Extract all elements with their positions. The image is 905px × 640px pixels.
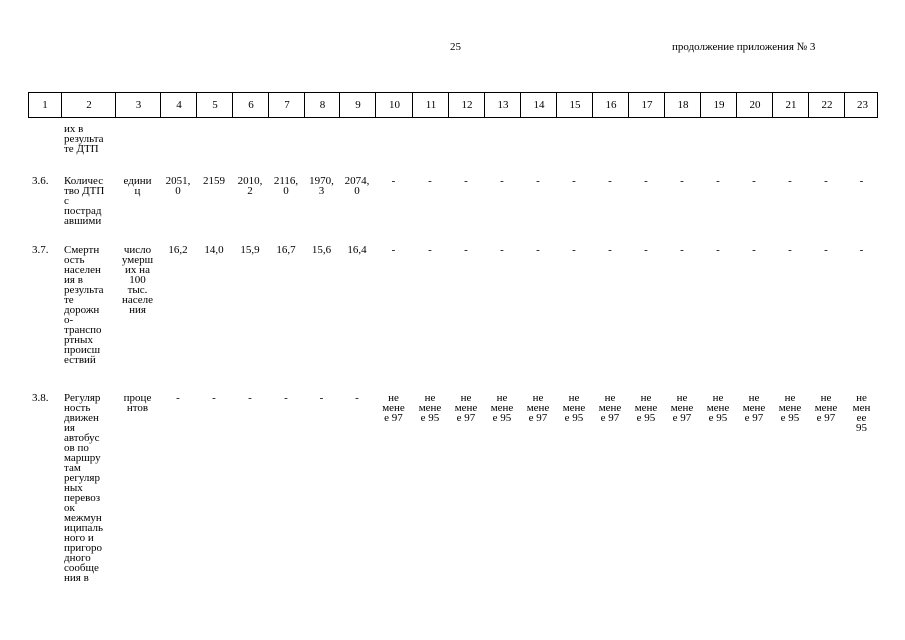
- header-col-14: 14: [520, 93, 557, 117]
- value-cell: -: [752, 175, 756, 187]
- header-col-20: 20: [736, 93, 773, 117]
- value-cell: не мене е 95: [706, 392, 730, 424]
- value-cell: -: [391, 175, 396, 187]
- value-cell: не мене е 95: [562, 392, 586, 424]
- value-cell: -: [464, 244, 468, 256]
- value-cell: не мене е 97: [670, 392, 694, 424]
- value-cell: -: [536, 175, 540, 187]
- value-cell: -: [284, 392, 288, 404]
- header-col-6: 6: [232, 93, 269, 117]
- value-cell: -: [788, 244, 792, 256]
- header-col-9: 9: [339, 93, 376, 117]
- value-cell: -: [788, 175, 792, 187]
- value-cell: -: [355, 392, 359, 404]
- value-cell: -: [752, 244, 756, 256]
- header-col-23: 23: [844, 93, 880, 117]
- unit-of-measure: проце нтов: [123, 392, 152, 414]
- header-col-16: 16: [592, 93, 629, 117]
- value-cell: 16,7: [276, 244, 296, 256]
- header-col-4: 4: [160, 93, 197, 117]
- value-cell: не мене е 97: [598, 392, 622, 424]
- value-cell: -: [824, 175, 828, 187]
- value-cell: -: [716, 244, 720, 256]
- value-cell: 2051, 0: [165, 175, 191, 197]
- value-cell: -: [500, 175, 504, 187]
- indicator-name: Смертн ость населен ия в результа те дорожн о- транспо ртных происш ествий: [64, 244, 104, 366]
- value-cell: -: [644, 175, 648, 187]
- table-header-row: [28, 92, 878, 118]
- value-cell: 15,6: [311, 244, 332, 256]
- header-col-5: 5: [196, 93, 233, 117]
- header-col-19: 19: [700, 93, 737, 117]
- value-cell: -: [608, 175, 612, 187]
- value-cell: -: [176, 392, 180, 404]
- header-col-22: 22: [808, 93, 845, 117]
- value-cell: 15,9: [240, 244, 260, 256]
- value-cell: -: [500, 244, 504, 256]
- value-cell: 16,4: [347, 244, 367, 256]
- value-cell: -: [428, 244, 432, 256]
- header-col-17: 17: [628, 93, 665, 117]
- value-cell: не мене е 95: [778, 392, 802, 424]
- value-cell: -: [572, 244, 576, 256]
- value-cell: 2010, 2: [237, 175, 263, 197]
- value-cell: -: [464, 175, 468, 187]
- header-col-18: 18: [664, 93, 701, 117]
- value-cell: -: [248, 392, 252, 404]
- indicator-name: их в результа те ДТП: [64, 123, 104, 155]
- value-cell: -: [824, 244, 828, 256]
- value-cell: -: [716, 175, 720, 187]
- header-col-15: 15: [556, 93, 593, 117]
- indicator-name: Регуляр ность движен ия автобус ов по маршру там регуляр ных перевоз ок межмун иципаль ного и пригоро дного сообще ния в: [64, 392, 104, 584]
- value-cell: -: [536, 244, 540, 256]
- indicator-name: Количес тво ДТП с пострад авшими: [64, 175, 105, 227]
- value-cell: -: [572, 175, 576, 187]
- value-cell: не мене е 95: [634, 392, 658, 424]
- row-number: 3.8.: [32, 392, 49, 404]
- value-cell: 2159: [203, 175, 225, 187]
- row-number: 3.7.: [32, 244, 49, 256]
- value-cell: -: [859, 244, 864, 256]
- value-cell: не мене е 97: [742, 392, 766, 424]
- header-col-21: 21: [772, 93, 809, 117]
- value-cell: не мен ее 95: [852, 392, 871, 434]
- header-col-8: 8: [304, 93, 340, 117]
- value-cell: не мене е 97: [814, 392, 838, 424]
- value-cell: -: [859, 175, 864, 187]
- appendix-continuation-note: продолжение приложения № 3: [672, 41, 816, 53]
- value-cell: -: [212, 392, 216, 404]
- header-col-7: 7: [268, 93, 305, 117]
- value-cell: -: [391, 244, 396, 256]
- header-col-13: 13: [484, 93, 521, 117]
- value-cell: не мене е 97: [382, 392, 405, 424]
- header-col-2: 2: [61, 93, 116, 117]
- value-cell: -: [680, 244, 684, 256]
- value-cell: 2116, 0: [273, 175, 299, 197]
- value-cell: -: [428, 175, 432, 187]
- value-cell: не мене е 95: [418, 392, 442, 424]
- value-cell: 16,2: [168, 244, 188, 256]
- value-cell: не мене е 97: [526, 392, 550, 424]
- header-col-1: 1: [42, 99, 48, 111]
- row-number: 3.6.: [32, 175, 49, 187]
- unit-of-measure: едини ц: [123, 175, 152, 197]
- value-cell: 1970, 3: [309, 175, 334, 197]
- value-cell: -: [319, 392, 324, 404]
- value-cell: не мене е 97: [454, 392, 478, 424]
- value-cell: 14,0: [204, 244, 224, 256]
- value-cell: -: [644, 244, 648, 256]
- header-col-12: 12: [448, 93, 485, 117]
- value-cell: -: [680, 175, 684, 187]
- value-cell: не мене е 95: [490, 392, 514, 424]
- value-cell: 2074, 0: [344, 175, 370, 197]
- page-number: 25: [450, 41, 461, 53]
- header-col-3: 3: [115, 93, 161, 117]
- unit-of-measure: число умерш их на 100 тыс. населе ния: [121, 244, 154, 316]
- header-col-11: 11: [412, 93, 449, 117]
- header-col-10: 10: [375, 93, 413, 117]
- value-cell: -: [608, 244, 612, 256]
